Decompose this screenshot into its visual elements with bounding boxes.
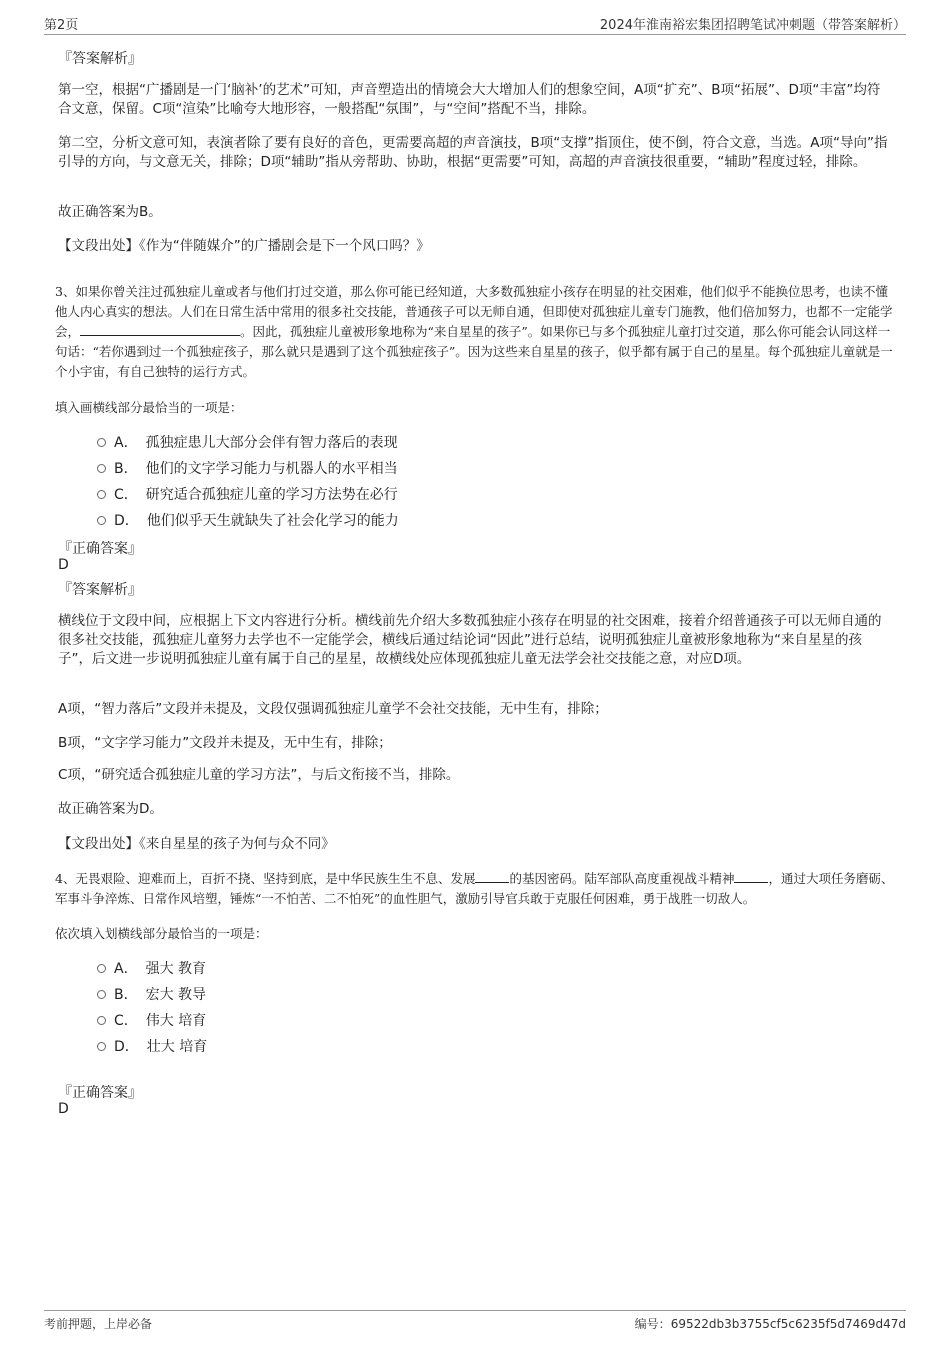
answer-heading: 『正确答案』 [58, 541, 142, 557]
option-d[interactable] [97, 510, 399, 530]
code-label: 编号： [634, 1317, 671, 1331]
option-letter: C． [114, 1013, 138, 1029]
option-text: 孤独症患儿大部分会伴有智力落后的表现 [145, 435, 398, 451]
option-d[interactable] [97, 1036, 207, 1056]
source-citation: 【文段出处】《作为“伴随媒介”的广播剧会是下一个风口吗？》 [58, 238, 430, 254]
option-b[interactable] [97, 458, 398, 478]
analysis-heading: 『答案解析』 [58, 51, 142, 67]
fill-blank [734, 870, 768, 883]
option-text: 强大 教育 [145, 961, 207, 977]
radio-icon[interactable] [97, 1016, 106, 1025]
radio-icon[interactable] [97, 516, 106, 525]
option-c[interactable] [97, 1010, 206, 1030]
option-text: 他们似乎天生就缺失了社会化学习的能力 [146, 513, 399, 529]
radio-icon[interactable] [97, 490, 106, 499]
option-c[interactable] [97, 484, 398, 504]
option-letter: D． [114, 1039, 139, 1055]
answer-heading: 『正确答案』 [58, 1085, 142, 1101]
question-3-stem-after: 。因此，孤独症儿童被形象地称为“来自星星的孩子”。如果你已与多个孤独症儿童打过交道，那么你可能会认同这样一句话：“若你遇到过一个孤独症孩子，那么就只是遇到了这个孤独症孩子”。因为这些来自星星的孩子，似乎都有属于自己的星星。每个孤独症儿童就是一个小宇宙，有自己独特的运行方式。 [55, 324, 893, 379]
option-a[interactable] [97, 958, 206, 978]
option-letter: D． [114, 513, 139, 529]
page-footer [44, 1310, 906, 1336]
option-letter: A． [114, 435, 138, 451]
fill-blank [475, 870, 509, 883]
option-text: 伟大 培育 [145, 1013, 207, 1029]
question-4-stem-part-3: ，通过大项任务磨砺、军事斗争淬炼、日常作风培塑，锤炼“一不怕苦、二不怕死”的血性胆气，激励引导官兵敢于克服任何困难，勇于战胜一切敌人。 [55, 871, 894, 906]
option-letter: C． [114, 487, 138, 503]
footer-slogan: 考前押题，上岸必备 [44, 1317, 153, 1331]
radio-icon[interactable] [97, 990, 106, 999]
correct-answer: D [58, 1101, 69, 1117]
question-4-stem-part-2: 的基因密码。陆军部队高度重视战斗精神 [509, 871, 735, 886]
option-letter: A． [114, 961, 138, 977]
page-number: 第2页 [44, 18, 79, 33]
source-citation: 【文段出处】《来自星星的孩子为何与众不同》 [58, 836, 335, 852]
option-text: 宏大 教导 [145, 987, 207, 1003]
document-title: 2024年淮南裕宏集团招聘笔试冲刺题（带答案解析） [599, 18, 906, 33]
question-3-instruction: 填入画横线部分最恰当的一项是： [55, 400, 243, 415]
option-text: 他们的文字学习能力与机器人的水平相当 [145, 461, 398, 477]
option-text: 壮大 培育 [146, 1039, 208, 1055]
correct-answer: D [58, 557, 69, 573]
question-4-stem [55, 869, 900, 909]
option-letter: B． [114, 987, 138, 1003]
question-3-stem-before: 3、如果你曾关注过孤独症儿童或者与他们打过交道，那么你可能已经知道，大多数孤独症小孩存在明显的社交困难，他们似乎不能换位思考，也读不懂他人内心真实的想法。人们在日常生活中常用的很多社交技能，普通孩子可以无师自通，但即使对孤独症儿童专门施教，他们倍加努力，也都不一定能学会， [55, 284, 893, 339]
analysis-paragraph-3: B项，“文字学习能力”文段并未提及，无中生有，排除； [58, 735, 392, 751]
analysis-paragraph-4: C项，“研究适合孤独症儿童的学习方法”，与后文衔接不当，排除。 [58, 767, 460, 783]
option-text: 研究适合孤独症儿童的学习方法势在必行 [145, 487, 398, 503]
analysis-paragraph-1: 第一空，根据“广播剧是一门‘脑补’的艺术”可知，声音塑造出的情境会大大增加人们的想象空间，A项“扩充”、B项“拓展”、D项“丰富”均符合文意，保留。C项“渲染”比喻夸大地形容，一般搭配“氛围”，与“空间”搭配不当，排除。 [58, 82, 881, 117]
question-3-stem [55, 282, 900, 382]
analysis-heading: 『答案解析』 [58, 582, 142, 598]
analysis-conclusion: 故正确答案为D。 [58, 801, 163, 817]
page-header [44, 14, 906, 35]
analysis-paragraph-2: 第二空，分析文意可知，表演者除了要有良好的音色，更需要高超的声音演技，B项“支撑”指顶住，使不倒，符合文意，当选。A项“导向”指引导的方向，与文意无关，排除；D项“辅助”指从旁帮助、协助，根据“更需要”可知，高超的声音演技很重要，“辅助”程度过轻，排除。 [58, 135, 888, 170]
analysis-paragraph-2: A项，“智力落后”文段并未提及，文段仅强调孤独症儿童学不会社交技能，无中生有，排除； [58, 701, 608, 717]
analysis-conclusion: 故正确答案为B。 [58, 204, 162, 220]
fill-blank [80, 323, 240, 336]
option-b[interactable] [97, 984, 206, 1004]
radio-icon[interactable] [97, 1042, 106, 1051]
radio-icon[interactable] [97, 964, 106, 973]
document-code [635, 1315, 906, 1332]
code-value: 69522db3b3755cf5c6235f5d7469d47d [670, 1317, 906, 1331]
radio-icon[interactable] [97, 438, 106, 447]
radio-icon[interactable] [97, 464, 106, 473]
question-4-instruction: 依次填入划横线部分最恰当的一项是： [55, 926, 268, 941]
option-letter: B． [114, 461, 138, 477]
option-a[interactable] [97, 432, 398, 452]
question-4-stem-part-1: 4、无畏艰险、迎难而上，百折不挠、坚持到底，是中华民族生生不息、发展 [55, 871, 476, 886]
analysis-paragraph-1: 横线位于文段中间，应根据上下文内容进行分析。横线前先介绍大多数孤独症小孩存在明显的社交困难，接着介绍普通孩子可以无师自通的很多社交技能，孤独症儿童努力去学也不一定能学会，横线后通过结论词“因此”进行总结，说明孤独症儿童被形象地称为“来自星星的孩子”，后文进一步说明孤独症儿童有属于自己的星星，故横线处应体现孤独症儿童无法学会社交技能之意，对应D项。 [58, 613, 882, 667]
